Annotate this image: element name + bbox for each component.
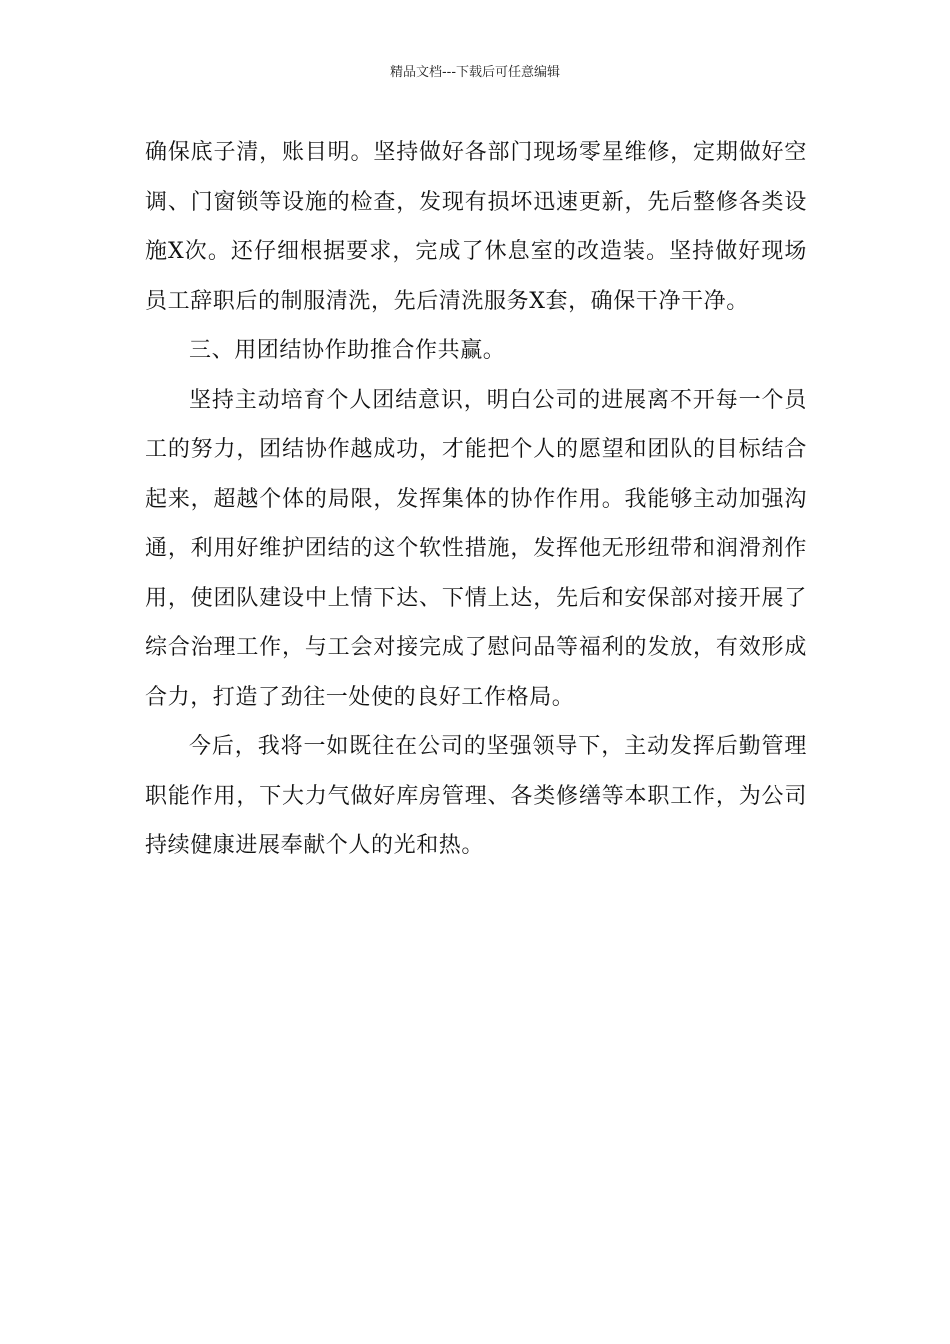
text-line: 施X次。还仔细根据要求，完成了休息室的改造装。坚持做好现场 <box>145 239 807 264</box>
text-line: 确保底子清，账目明。坚持做好各部门现场零星维修，定期做好空 <box>145 140 807 165</box>
paragraph <box>145 376 807 723</box>
text-line: 工的努力，团结协作越成功，才能把个人的愿望和团队的目标结合 <box>145 437 807 462</box>
paragraph <box>145 128 807 326</box>
text-line: 坚持主动培育个人团结意识，明白公司的进展离不开每一个员 <box>189 387 807 413</box>
page-header: 精品文档---下载后可任意编辑 <box>389 65 561 80</box>
text-line: 职能作用，下大力气做好库房管理、各类修缮等本职工作，为公司 <box>145 783 807 809</box>
text-line: 今后，我将一如既往在公司的坚强领导下，主动发挥后勤管理 <box>189 734 807 759</box>
text-line: 持续健康进展奉献个人的光和热。 <box>145 833 485 858</box>
section-heading <box>145 326 807 376</box>
text-line: 通，利用好维护团结的这个软性措施，发挥他无形纽带和润滑剂作 <box>145 536 807 561</box>
text-line: 员工辞职后的制服清洗，先后清洗服务X套，确保干净干净。 <box>145 288 749 314</box>
document-body <box>145 128 807 871</box>
paragraph <box>145 722 807 871</box>
text-line: 三、用团结协作助推合作共赢。 <box>189 338 506 363</box>
text-line: 调、门窗锁等设施的检查，发现有损坏迅速更新，先后整修各类设 <box>145 189 807 215</box>
text-line: 合力，打造了劲往一处使的良好工作格局。 <box>145 684 575 710</box>
text-line: 起来，超越个体的局限，发挥集体的协作作用。我能够主动加强沟 <box>145 486 807 512</box>
text-line: 综合治理工作，与工会对接完成了慰问品等福利的发放，有效形成 <box>145 635 807 660</box>
text-line: 用，使团队建设中上情下达、下情上达，先后和安保部对接开展了 <box>145 585 807 611</box>
